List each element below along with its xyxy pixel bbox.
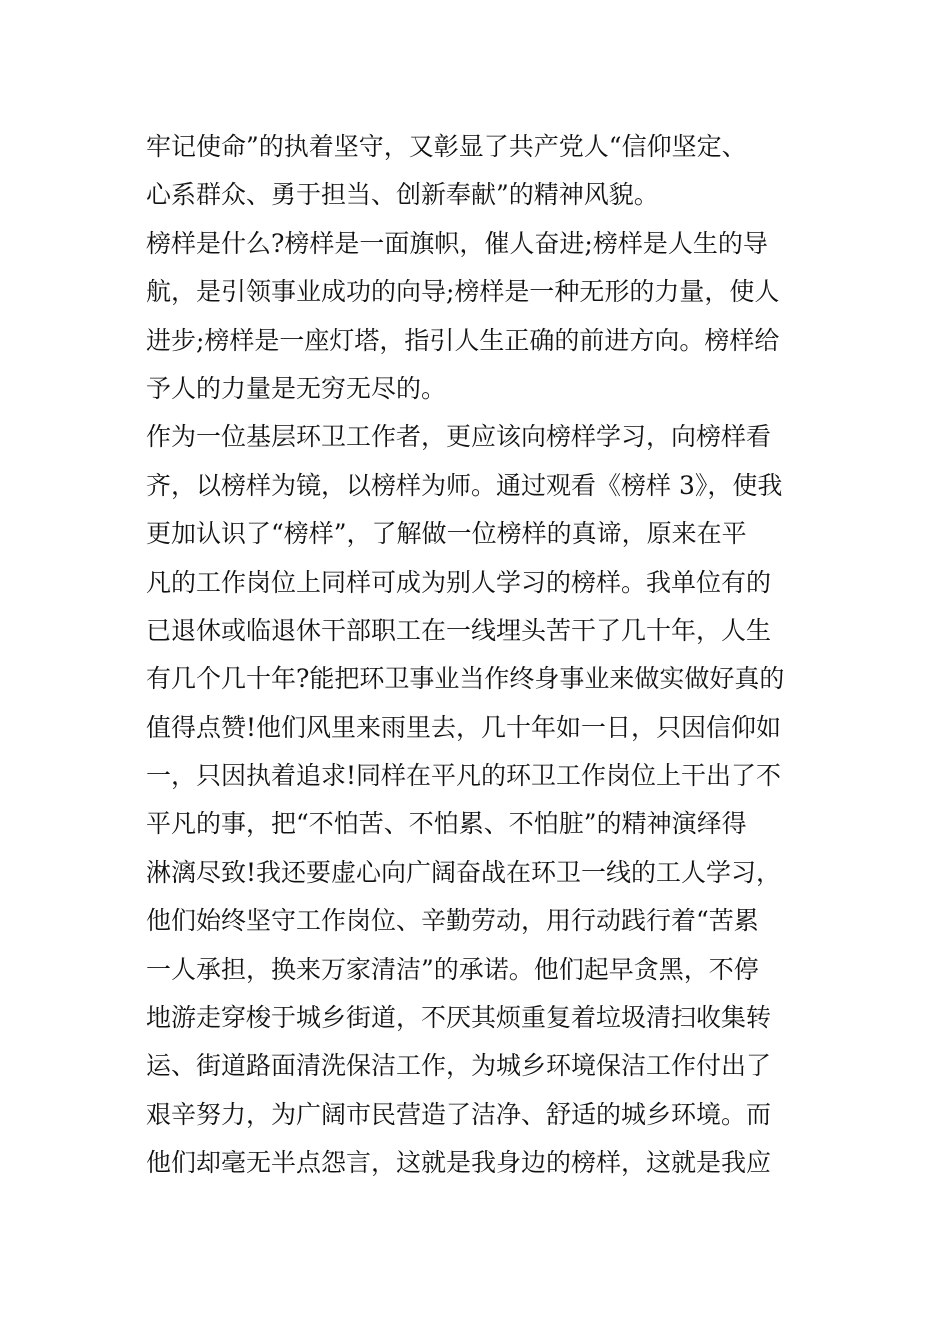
text-line: 运、街道路面清洗保洁工作，为城乡环境保洁工作付出了 (146, 1051, 772, 1081)
body-text (146, 123, 816, 1188)
text-line: 地游走穿梭于城乡街道，不厌其烦重复着垃圾清扫收集转 (146, 1003, 772, 1033)
text-line: 有几个几十年?能把环卫事业当作终身事业来做实做好真的 (146, 664, 785, 694)
text-line: 一人承担，换来万家清洁”的承诺。他们起早贪黑，不停 (146, 954, 759, 984)
text-line: 艰辛努力，为广阔市民营造了洁净、舒适的城乡环境。而 (146, 1099, 772, 1129)
text-line: 航，是引领事业成功的向导;榜样是一种无形的力量，使人 (146, 277, 780, 307)
text-line: 齐，以榜样为镜，以榜样为师。通过观看《榜样 3》，使我 (146, 470, 783, 500)
text-line: 已退休或临退休干部职工在一线埋头苦干了几十年，人生 (146, 615, 772, 645)
text-line: 予人的力量是无穷无尽的。 (146, 373, 447, 403)
text-line: 值得点赞!他们风里来雨里去，几十年如一日，只因信仰如 (146, 712, 782, 742)
text-line: 平凡的事，把“不怕苦、不怕累、不怕脏”的精神演绎得 (146, 809, 747, 839)
text-line: 一，只因执着追求!同样在平凡的环卫工作岗位上干出了不 (146, 761, 782, 791)
text-line: 凡的工作岗位上同样可成为别人学习的榜样。我单位有的 (146, 567, 772, 597)
text-line: 淋漓尽致!我还要虚心向广阔奋战在环卫一线的工人学习， (146, 857, 782, 887)
text-line: 他们始终坚守工作岗位、辛勤劳动，用行动践行着“苦累 (146, 906, 759, 936)
text-line: 他们却毫无半点怨言，这就是我身边的榜样，这就是我应 (146, 1148, 772, 1178)
text-line: 作为一位基层环卫工作者，更应该向榜样学习，向榜样看 (146, 422, 772, 452)
text-line: 榜样是什么?榜样是一面旗帜，催人奋进;榜样是人生的导 (146, 228, 768, 258)
text-line: 更加认识了“榜样”，了解做一位榜样的真谛，原来在平 (146, 519, 747, 549)
text-line: 心系群众、勇于担当、创新奉献”的精神风貌。 (146, 180, 659, 210)
text-line: 牢记使命”的执着坚守，又彰显了共产党人“信仰坚定、 (146, 132, 747, 161)
text-line: 进步;榜样是一座灯塔，指引人生正确的前进方向。榜样给 (146, 325, 780, 355)
